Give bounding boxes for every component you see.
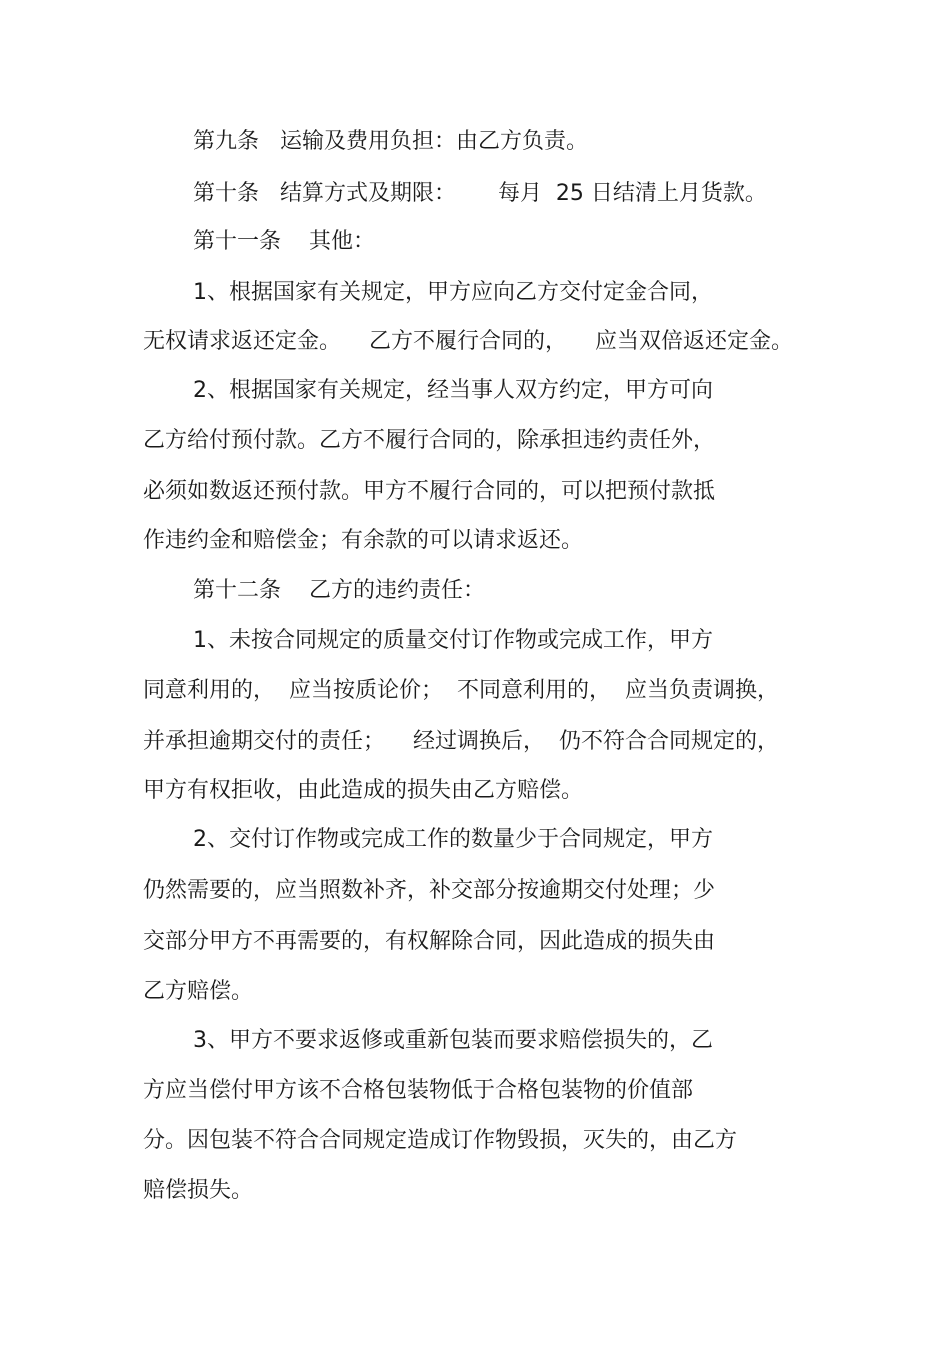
article-12-item-2-line-1: 2、交付订作物或完成工作的数量少于合同规定，甲方 (193, 827, 713, 852)
article-12-item-1-line-2: 同意利用的， 应当按质论价； 不同意利用的， 应当负责调换， (143, 678, 779, 703)
article-12-item-1-line-3: 并承担逾期交付的责任； 经过调换后， 仍不符合合同规定的， (143, 729, 779, 754)
article-12-item-1-line-1: 1、未按合同规定的质量交付订作物或完成工作，甲方 (193, 628, 713, 653)
article-12-item-1-line-4: 甲方有权拒收，由此造成的损失由乙方赔偿。 (143, 778, 584, 803)
article-11-heading: 第十一条 其他： (193, 229, 375, 254)
article-11-item-1-line-2: 无权请求返还定金。 乙方不履行合同的， 应当双倍返还定金。 (143, 329, 793, 354)
article-11-item-2-line-2: 乙方给付预付款。乙方不履行合同的，除承担违约责任外， (143, 428, 716, 453)
article-12-item-3-line-4: 赔偿损失。 (143, 1178, 254, 1203)
article-12-item-3-line-3: 分。因包装不符合合同规定造成订作物毁损，灭失的，由乙方 (143, 1128, 738, 1153)
article-11-item-2-line-4: 作违约金和赔偿金；有余款的可以请求返还。 (143, 528, 584, 553)
article-12-item-2-line-2: 仍然需要的，应当照数补齐，补交部分按逾期交付处理；少 (143, 878, 716, 903)
article-12-heading: 第十二条 乙方的违约责任： (193, 578, 485, 603)
article-12-item-3-line-2: 方应当偿付甲方该不合格包装物低于合格包装物的价值部 (143, 1078, 694, 1103)
article-10-line: 第十条 结算方式及期限： 每月 25 日结清上月货款。 (193, 181, 767, 206)
article-12-item-3-line-1: 3、甲方不要求返修或重新包装而要求赔偿损失的，乙 (193, 1028, 713, 1053)
article-11-item-2-line-1: 2、根据国家有关规定，经当事人双方约定，甲方可向 (193, 378, 713, 403)
article-11-item-1-line-1: 1、根据国家有关规定，甲方应向乙方交付定金合同， (193, 280, 713, 305)
article-9-line: 第九条 运输及费用负担：由乙方负责。 (193, 129, 588, 154)
article-11-item-2-line-3: 必须如数返还预付款。甲方不履行合同的，可以把预付款抵 (143, 479, 716, 504)
article-12-item-2-line-3: 交部分甲方不再需要的，有权解除合同，因此造成的损失由 (143, 929, 716, 954)
article-12-item-2-line-4: 乙方赔偿。 (143, 979, 254, 1004)
